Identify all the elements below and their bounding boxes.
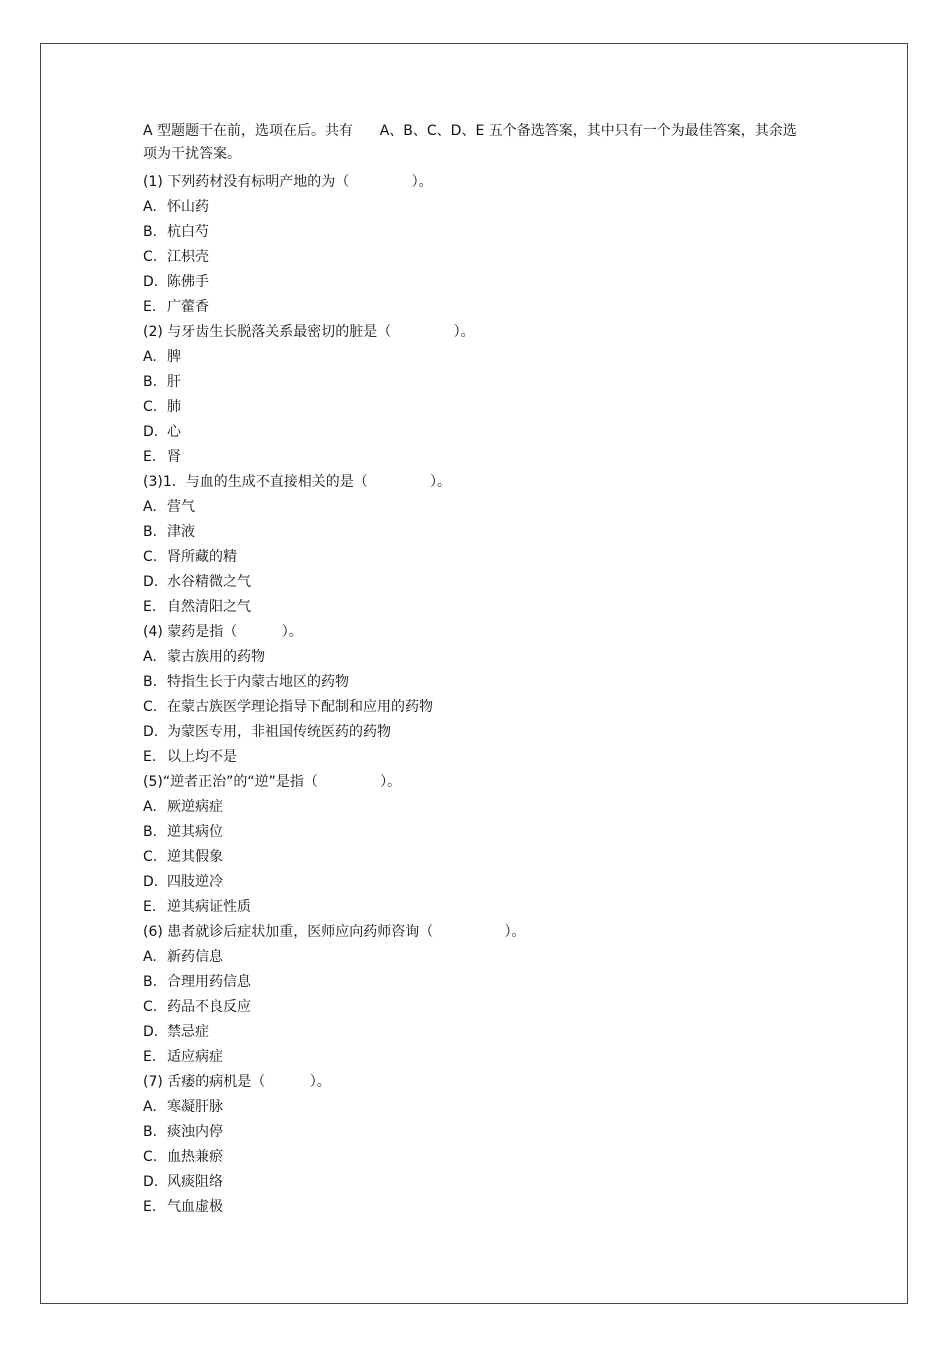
answer-option (143, 1095, 803, 1120)
option-text: 杭白芍 (167, 224, 209, 240)
option-text: 怀山药 (167, 199, 209, 215)
answer-option (143, 845, 803, 870)
instructions-text: A 型题题干在前，选项在后。共有 A、B、C、D、E 五个备选答案，其中只有一个为最佳答案，其余选项为干扰答案。 (143, 123, 797, 162)
option-letter: C. (143, 1149, 158, 1165)
option-text: 广藿香 (167, 299, 209, 315)
option-text: 在蒙古族医学理论指导下配制和应用的药物 (167, 699, 433, 715)
answer-option (143, 720, 803, 745)
option-letter: B. (143, 1124, 158, 1140)
answer-option (143, 195, 803, 220)
option-letter: A. (143, 799, 157, 815)
answer-option (143, 670, 803, 695)
answer-option (143, 1195, 803, 1220)
option-text: 药品不良反应 (167, 999, 251, 1015)
question-stem: (6) 患者就诊后症状加重，医师应向药师咨询（ ）。 (143, 924, 526, 940)
question-block (143, 1070, 803, 1220)
option-letter: B. (143, 674, 158, 690)
option-letter: D. (143, 1174, 159, 1190)
question-block (143, 770, 803, 920)
answer-option (143, 1020, 803, 1045)
answer-option (143, 420, 803, 445)
answer-option (143, 870, 803, 895)
answer-option (143, 1145, 803, 1170)
option-letter: E. (143, 599, 157, 615)
option-text: 痰浊内停 (167, 1124, 223, 1140)
option-text: 陈佛手 (167, 274, 209, 290)
option-letter: E. (143, 749, 157, 765)
answer-option (143, 395, 803, 420)
option-text: 逆其假象 (167, 849, 223, 865)
answer-option (143, 895, 803, 920)
question-block (143, 470, 803, 620)
option-letter: A. (143, 199, 157, 215)
option-letter: B. (143, 524, 158, 540)
option-letter: A. (143, 349, 157, 365)
option-text: 心 (167, 424, 181, 440)
answer-option (143, 270, 803, 295)
option-text: 水谷精微之气 (167, 574, 251, 590)
answer-option (143, 345, 803, 370)
answer-option (143, 795, 803, 820)
answer-option (143, 545, 803, 570)
answer-option (143, 970, 803, 995)
option-text: 风痰阻络 (167, 1174, 223, 1190)
option-text: 新药信息 (167, 949, 223, 965)
question-stem: (2) 与牙齿生长脱落关系最密切的脏是（ ）。 (143, 324, 475, 340)
option-text: 肾 (167, 449, 181, 465)
question-stem: (7) 舌痿的病机是（ ）。 (143, 1074, 331, 1090)
option-letter: A. (143, 649, 157, 665)
option-letter: A. (143, 949, 157, 965)
option-letter: B. (143, 824, 158, 840)
answer-option (143, 295, 803, 320)
option-text: 自然清阳之气 (167, 599, 251, 615)
option-text: 为蒙医专用，非祖国传统医药的药物 (167, 724, 391, 740)
option-text: 肝 (167, 374, 181, 390)
option-letter: D. (143, 274, 159, 290)
option-text: 血热兼瘀 (167, 1149, 223, 1165)
option-letter: B. (143, 374, 158, 390)
option-text: 蒙古族用的药物 (167, 649, 265, 665)
option-letter: A. (143, 1099, 157, 1115)
answer-option (143, 370, 803, 395)
option-text: 四肢逆冷 (167, 874, 223, 890)
option-text: 津液 (167, 524, 195, 540)
option-letter: A. (143, 499, 157, 515)
option-text: 禁忌症 (167, 1024, 209, 1040)
option-text: 厥逆病症 (167, 799, 223, 815)
document-body (143, 120, 803, 1220)
answer-option (143, 220, 803, 245)
answer-option (143, 695, 803, 720)
option-letter: C. (143, 999, 158, 1015)
option-letter: E. (143, 449, 157, 465)
option-text: 脾 (167, 349, 181, 365)
option-text: 气血虚极 (167, 1199, 223, 1215)
option-text: 营气 (167, 499, 195, 515)
option-text: 特指生长于内蒙古地区的药物 (167, 674, 349, 690)
answer-option (143, 645, 803, 670)
question-list (143, 170, 803, 1220)
option-letter: B. (143, 974, 158, 990)
option-letter: C. (143, 849, 158, 865)
answer-option (143, 445, 803, 470)
answer-option (143, 820, 803, 845)
option-text: 肺 (167, 399, 181, 415)
option-letter: C. (143, 699, 158, 715)
option-letter: E. (143, 1049, 157, 1065)
option-text: 寒凝肝脉 (167, 1099, 223, 1115)
option-text: 逆其病证性质 (167, 899, 251, 915)
option-text: 以上均不是 (167, 749, 237, 765)
option-text: 肾所藏的精 (167, 549, 237, 565)
question-block (143, 320, 803, 470)
answer-option (143, 520, 803, 545)
option-letter: C. (143, 549, 158, 565)
option-letter: D. (143, 724, 159, 740)
option-text: 江枳壳 (167, 249, 209, 265)
answer-option (143, 995, 803, 1020)
question-block (143, 620, 803, 770)
answer-option (143, 1120, 803, 1145)
option-letter: D. (143, 874, 159, 890)
option-letter: C. (143, 399, 158, 415)
question-stem: (4) 蒙药是指（ ）。 (143, 624, 303, 640)
answer-option (143, 1045, 803, 1070)
option-letter: D. (143, 574, 159, 590)
answer-option (143, 495, 803, 520)
option-letter: D. (143, 424, 159, 440)
question-stem: (3)1．与血的生成不直接相关的是（ ）。 (143, 474, 452, 490)
question-block (143, 920, 803, 1070)
option-text: 适应病症 (167, 1049, 223, 1065)
option-letter: E. (143, 1199, 157, 1215)
answer-option (143, 945, 803, 970)
option-letter: B. (143, 224, 158, 240)
answer-option (143, 245, 803, 270)
question-block (143, 170, 803, 320)
answer-option (143, 1170, 803, 1195)
answer-option (143, 595, 803, 620)
question-stem: (1) 下列药材没有标明产地的为（ ）。 (143, 174, 433, 190)
answer-option (143, 570, 803, 595)
option-letter: E. (143, 899, 157, 915)
option-letter: E. (143, 299, 157, 315)
question-stem: (5)“逆者正治”的“逆”是指（ ）。 (143, 774, 402, 790)
option-text: 逆其病位 (167, 824, 223, 840)
option-letter: C. (143, 249, 158, 265)
option-text: 合理用药信息 (167, 974, 251, 990)
option-letter: D. (143, 1024, 159, 1040)
answer-option (143, 745, 803, 770)
